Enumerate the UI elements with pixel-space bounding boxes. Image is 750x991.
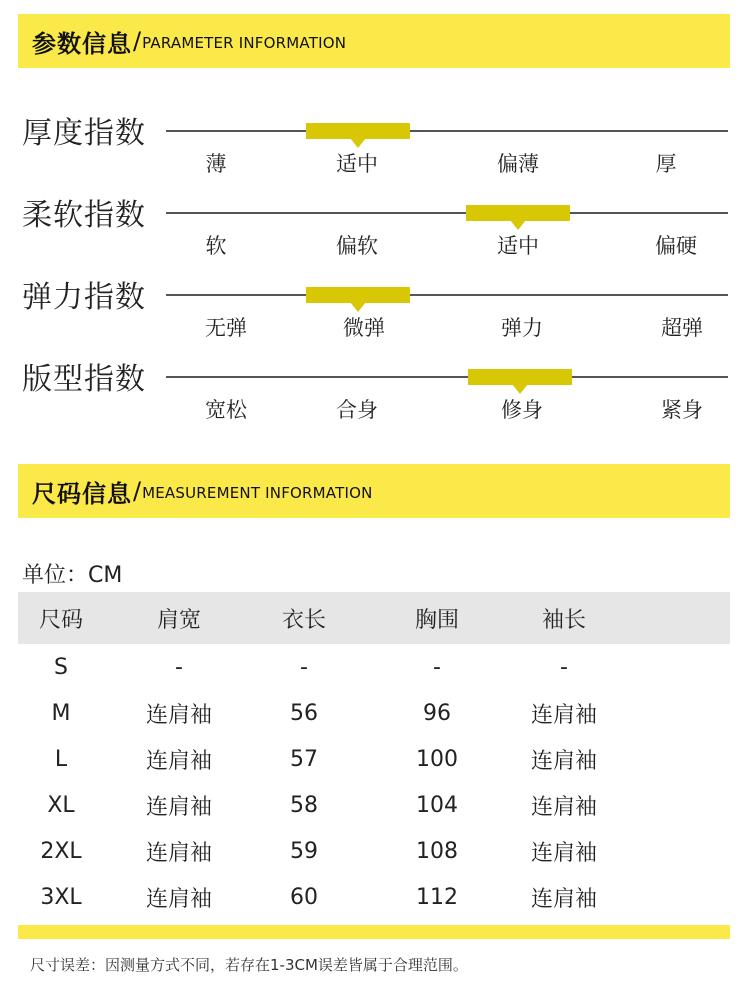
- banner-slash: /: [133, 477, 142, 505]
- param-option: 薄: [205, 152, 227, 176]
- table-cell: -: [560, 654, 568, 680]
- measurement-title-en: MEASUREMENT INFORMATION: [142, 484, 373, 502]
- table-row: [18, 690, 730, 736]
- table-cell: 108: [416, 838, 458, 864]
- table-cell: 连肩袖: [530, 840, 597, 866]
- table-cell: M: [51, 700, 71, 726]
- measurement-banner: [18, 464, 730, 518]
- parameter-title-en: PARAMETER INFORMATION: [142, 34, 347, 52]
- param-option: 适中: [497, 234, 539, 258]
- param-selected-marker: [306, 287, 410, 303]
- table-cell: 连肩袖: [145, 886, 212, 912]
- table-cell: -: [300, 654, 308, 680]
- measurement-title-zh: 尺码信息: [32, 479, 132, 508]
- param-selected-marker: [306, 123, 410, 139]
- table-cell: -: [433, 654, 441, 680]
- param-label: 厚度指数: [22, 116, 146, 151]
- table-cell: 104: [416, 792, 458, 818]
- param-row-elasticity: [0, 272, 750, 352]
- table-cell: S: [54, 654, 68, 680]
- table-cell: 连肩袖: [530, 886, 597, 912]
- param-option: 紧身: [661, 398, 703, 422]
- table-cell: -: [175, 654, 183, 680]
- table-row: [18, 828, 730, 874]
- table-cell: 连肩袖: [530, 748, 597, 774]
- banner-slash: /: [133, 27, 142, 55]
- param-scale-line: [166, 294, 728, 296]
- table-cell: 连肩袖: [145, 794, 212, 820]
- parameter-banner: [18, 14, 730, 68]
- param-option: 适中: [336, 152, 378, 176]
- param-label: 版型指数: [22, 362, 146, 397]
- param-option: 微弹: [343, 316, 385, 340]
- param-option: 偏软: [336, 234, 378, 258]
- param-selected-marker: [468, 369, 572, 385]
- header-shoulder: 肩宽: [104, 592, 254, 644]
- header-size: 尺码: [18, 592, 104, 644]
- table-row: [18, 644, 730, 690]
- table-row: [18, 874, 730, 920]
- parameter-title-zh: 参数信息: [32, 29, 132, 58]
- table-cell: 2XL: [40, 838, 82, 864]
- header-empty: [608, 592, 730, 644]
- param-row-softness: [0, 190, 750, 270]
- param-row-fit: [0, 354, 750, 434]
- table-row: [18, 736, 730, 782]
- param-scale-line: [166, 212, 728, 214]
- param-scale-line: [166, 130, 728, 132]
- param-option: 软: [205, 234, 227, 258]
- table-cell: L: [54, 746, 68, 772]
- param-label: 弹力指数: [22, 280, 146, 315]
- param-scale-line: [166, 376, 728, 378]
- param-option: 合身: [336, 398, 378, 422]
- unit-label: 单位：CM: [22, 563, 123, 588]
- measurement-note: 尺寸误差：因测量方式不同，若存在1-3CM误差皆属于合理范围。: [30, 956, 468, 974]
- header-length: 衣长: [254, 592, 354, 644]
- table-cell: 59: [290, 838, 318, 864]
- param-option: 弹力: [501, 316, 543, 340]
- table-cell: 56: [290, 700, 318, 726]
- header-chest: 胸围: [354, 592, 520, 644]
- param-option: 无弹: [205, 316, 247, 340]
- param-option: 厚: [655, 152, 677, 176]
- table-cell: 连肩袖: [530, 702, 597, 728]
- table-header-row: [18, 592, 730, 644]
- table-cell: 连肩袖: [145, 702, 212, 728]
- param-option: 修身: [501, 398, 543, 422]
- param-option: 偏薄: [497, 152, 539, 176]
- table-cell: 100: [416, 746, 458, 772]
- table-row: [18, 782, 730, 828]
- size-table: [18, 592, 730, 920]
- header-sleeve: 袖长: [520, 592, 608, 644]
- param-selected-marker: [466, 205, 570, 221]
- table-cell: 连肩袖: [145, 840, 212, 866]
- table-cell: 58: [290, 792, 318, 818]
- param-row-thickness: [0, 108, 750, 188]
- table-cell: 96: [423, 700, 451, 726]
- param-label: 柔软指数: [22, 198, 146, 233]
- bottom-divider-bar: [18, 925, 730, 939]
- table-cell: 57: [290, 746, 318, 772]
- param-option: 超弹: [661, 316, 703, 340]
- table-cell: 连肩袖: [145, 748, 212, 774]
- table-cell: 3XL: [40, 884, 82, 910]
- param-option: 偏硬: [655, 234, 697, 258]
- param-option: 宽松: [205, 398, 247, 422]
- table-cell: XL: [47, 792, 75, 818]
- table-cell: 112: [416, 884, 458, 910]
- table-cell: 60: [290, 884, 318, 910]
- table-cell: 连肩袖: [530, 794, 597, 820]
